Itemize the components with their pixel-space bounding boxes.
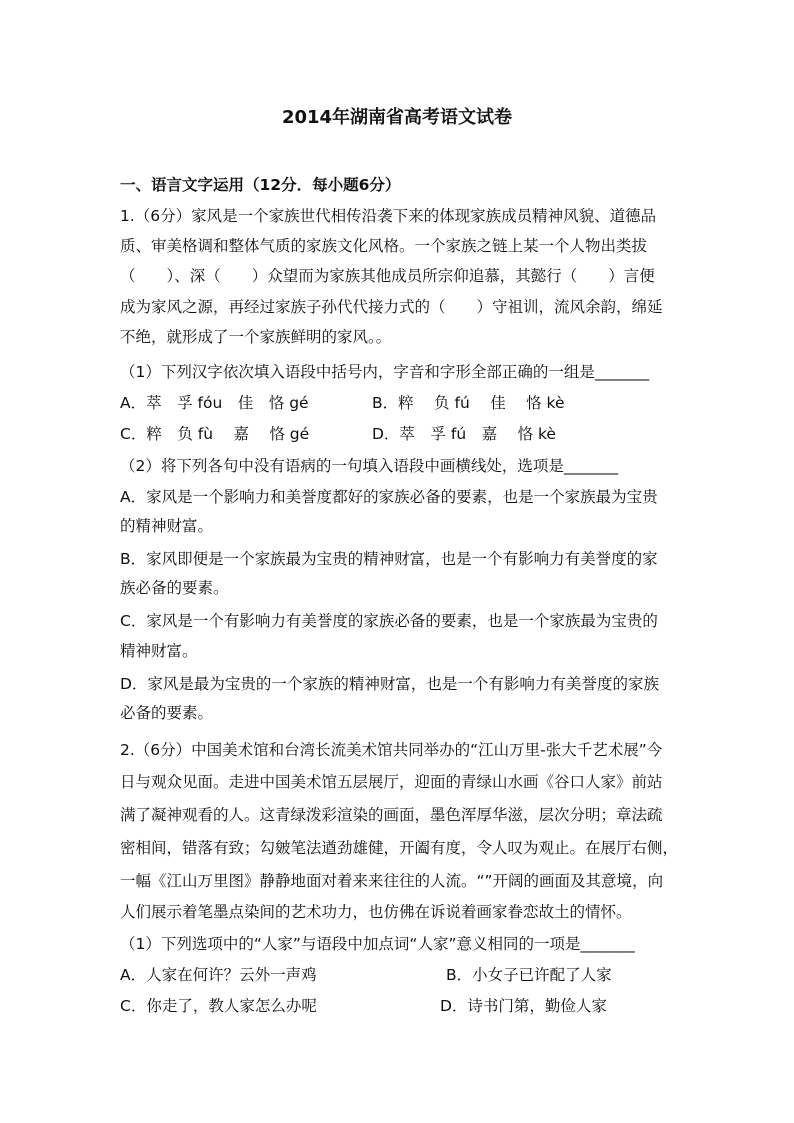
q1-sub2-option-b-cont: 族必备的要素。: [120, 579, 229, 597]
exam-title: 2014年湖南省高考语文试卷: [281, 107, 513, 128]
q1-sub2-option-a-cont: 的精神财富。: [120, 517, 214, 535]
q1-sub1-prompt: （1）下列汉字依次填入语段中括号内，字音和字形全部正确的一组是_______: [120, 363, 650, 381]
q1-line: 质、审美格调和整体气质的家族文化风格。一个家族之链上某一个人物出类拔: [120, 237, 648, 255]
section-heading: 一、语言文字运用（12分．每小题6分）: [120, 176, 401, 194]
q1-sub2-option-c-cont: 精神财富。: [120, 642, 198, 660]
q1-line: （ ）、深（ ）众望而为家族其他成员所宗仰追慕，其懿行（ ）言便: [120, 267, 655, 285]
q2-line: 一幅《江山万里图》静静地面对着来来往往的人流。“”开阔的画面及其意境，向: [120, 872, 664, 890]
q1-sub2-option-b: B．家风即便是一个家族最为宝贵的精神财富，也是一个有影响力有美誉度的家: [120, 550, 658, 568]
q2-line: 日与观众见面。走进中国美术馆五层展厅，迎面的青绿山水画《谷口人家》前站: [120, 773, 663, 791]
q1-sub2-option-a: A．家风是一个影响力和美誉度都好的家族必备的要素，也是一个家族最为宝贵: [120, 488, 658, 506]
q2-line: 满了凝神观看的人。这青绿泼彩渲染的画面，墨色浑厚华滋，层次分明；章法疏: [120, 806, 663, 824]
q2-sub1-option-c: C．你走了，教人家怎么办呢: [120, 997, 317, 1015]
q1-sub1-option-a: A．萃 孚 fóu 佳 恪 gé: [120, 394, 309, 412]
q1-sub2-option-c: C．家风是一个有影响力有美誉度的家族必备的要素，也是一个家族最为宝贵的: [120, 612, 658, 630]
q1-sub2-option-d: D．家风是最为宝贵的一个家族的精神财富，也是一个有影响力有美誉度的家族: [120, 675, 659, 693]
q2-sub1-option-b: B．小女子已许配了人家: [446, 966, 612, 984]
q2-line: 密相间，错落有致；勾皴笔法遒劲雄健，开阖有度，令人叹为观止。在展厅右侧，: [120, 839, 679, 857]
q2-line: 人们展示着笔墨点染间的艺术功力，也仿佛在诉说着画家眷恋故土的情怀。: [120, 903, 632, 921]
q2-sub1-option-d: D．诗书门第，勤俭人家: [440, 997, 607, 1015]
q1-sub1-option-b: B．粹 负 fú 佳 恪 kè: [372, 394, 565, 412]
q1-line: 1.（6分）家风是一个家族世代相传沿袭下来的体现家族成员精神风貌、道德品: [120, 207, 657, 225]
q2-line: 2.（6分）中国美术馆和台湾长流美术馆共同举办的“江山万里-张大千艺术展”今: [120, 741, 663, 759]
q2-sub1-option-a: A．人家在何许？云外一声鸡: [120, 966, 317, 984]
q1-sub2-prompt: （2）将下列各句中没有语病的一句填入语段中画横线处，选项是_______: [120, 457, 619, 475]
q1-sub1-option-d: D．萃 孚 fú 嘉 恪 kè: [372, 425, 556, 443]
q1-sub1-option-c: C．粹 负 fù 嘉 恪 gé: [120, 425, 310, 443]
q1-sub2-option-d-cont: 必备的要素。: [120, 704, 214, 722]
q2-sub1-prompt: （1）下列选项中的“人家”与语段中加点词“人家”意义相同的一项是_______: [120, 935, 635, 953]
q1-line: 成为家风之源，再经过家族子孙代代接力式的（ ）守祖训，流风余韵，绵延: [120, 298, 663, 316]
q1-line: 不绝，就形成了一个家族鲜明的家风。。: [120, 328, 392, 346]
